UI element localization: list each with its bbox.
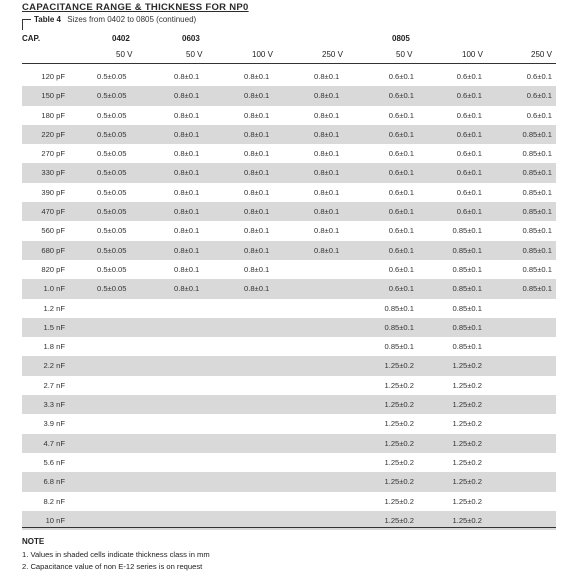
cell-0603-100v: 0.8±0.1 [244,284,270,294]
cell-0805-100v: 1.25±0.2 [452,419,482,429]
cell-0402-50v: 0.5±0.05 [97,264,127,274]
cell-0805-100v: 0.6±0.1 [456,168,482,178]
cell-0805-50v: 0.6±0.1 [388,187,414,197]
cell-0603-250v: 0.8±0.1 [314,245,340,255]
cell-0603-100v [244,318,304,337]
cell-0603-50v [174,376,234,395]
cap-value: 220 pF [41,129,65,139]
cap-value: 560 pF [41,226,65,236]
table-row [22,106,556,125]
header-0402-50v: 50 V [116,50,133,59]
table-row [22,299,556,318]
note-item: 1. Values in shaded cells indicate thickness class in mm [22,550,210,559]
cell-0805-50v: 1.25±0.2 [384,400,414,410]
cell-0805-100v: 0.6±0.1 [456,91,482,101]
cell-0805-100v: 0.6±0.1 [456,149,482,159]
cell-0805-250v: 0.85±0.1 [522,207,552,217]
cell-0603-100v: 0.8±0.1 [244,129,270,139]
cell-0603-100v [244,376,304,395]
cap-value: 820 pF [41,264,65,274]
table-row [22,260,556,279]
cell-0805-100v: 0.6±0.1 [456,207,482,217]
cell-0805-100v: 1.25±0.2 [452,515,482,525]
cell-0805-100v: 1.25±0.2 [452,457,482,467]
cell-0805-100v: 1.25±0.2 [452,380,482,390]
cell-0402-50v: 0.5±0.05 [97,110,127,120]
cell-0805-50v: 1.25±0.2 [384,419,414,429]
table-row [22,163,556,182]
cell-0603-100v: 0.8±0.1 [244,72,270,81]
header-size-0603: 0603 [182,34,200,43]
cell-0402-50v [97,434,157,453]
cell-0603-100v: 0.8±0.1 [244,226,270,236]
cell-0603-100v: 0.8±0.1 [244,245,270,255]
note-item: 2. Capacitance value of non E-12 series is on request [22,562,203,571]
cell-0805-250v [482,318,552,337]
cell-0805-100v: 1.25±0.2 [452,400,482,410]
cell-0603-50v: 0.8±0.1 [174,245,200,255]
cell-0603-250v: 0.8±0.1 [314,149,340,159]
cell-0603-50v [174,337,234,356]
cell-0805-50v: 0.6±0.1 [388,168,414,178]
header-0805-250v: 250 V [531,50,552,59]
cell-0603-100v [244,356,304,375]
cap-value: 1.5 nF [43,322,65,332]
cell-0402-50v [97,376,157,395]
cell-0805-50v: 1.25±0.2 [384,438,414,448]
cell-0402-50v [97,453,157,472]
cap-value: 10 nF [45,515,65,525]
cell-0603-50v: 0.8±0.1 [174,72,200,81]
cell-0603-50v: 0.8±0.1 [174,187,200,197]
cell-0603-50v: 0.8±0.1 [174,226,200,236]
cell-0603-50v: 0.8±0.1 [174,168,200,178]
cap-value: 3.9 nF [43,419,65,429]
cell-0805-250v [482,434,552,453]
cell-0603-50v: 0.8±0.1 [174,264,200,274]
cell-0603-50v: 0.8±0.1 [174,207,200,217]
cell-0603-100v [244,472,304,491]
table-bottom-rule [22,527,556,528]
table-row [22,376,556,395]
notes-block [22,537,210,574]
cell-0805-50v: 0.6±0.1 [388,264,414,274]
cell-0603-100v [244,299,304,318]
cell-0402-50v: 0.5±0.05 [97,187,127,197]
cell-0603-50v [174,395,234,414]
cell-0402-50v: 0.5±0.05 [97,129,127,139]
cell-0805-50v: 0.85±0.1 [384,322,414,332]
cell-0603-250v: 0.8±0.1 [314,207,340,217]
cell-0603-50v: 0.8±0.1 [174,149,200,159]
table-row [22,202,556,221]
table-row [22,356,556,375]
header-size-0805: 0805 [392,34,410,43]
table-caption-label: Table 4 [34,15,61,24]
cell-0603-50v: 0.8±0.1 [174,284,200,294]
cell-0805-100v: 0.85±0.1 [452,322,482,332]
cell-0603-100v: 0.8±0.1 [244,168,270,178]
cell-0805-100v: 0.6±0.1 [456,129,482,139]
cell-0805-250v: 0.85±0.1 [522,264,552,274]
cell-0805-250v: 0.85±0.1 [522,129,552,139]
table-caption-text: Sizes from 0402 to 0805 (continued) [67,15,197,24]
cell-0603-250v: 0.8±0.1 [314,72,340,81]
cell-0805-100v: 1.25±0.2 [452,438,482,448]
table-row [22,472,556,491]
cell-0805-50v: 1.25±0.2 [384,361,414,371]
cell-0603-50v: 0.8±0.1 [174,129,200,139]
cap-value: 1.0 nF [43,284,65,294]
cell-0603-50v [174,453,234,472]
table-row [22,279,556,298]
table-row [22,414,556,433]
cell-0805-250v: 0.6±0.1 [526,110,552,120]
cell-0805-100v: 0.85±0.1 [452,226,482,236]
cap-value: 1.8 nF [43,342,65,352]
cell-0603-250v: 0.8±0.1 [314,187,340,197]
cell-0805-50v: 1.25±0.2 [384,457,414,467]
notes-title: NOTE [22,537,45,546]
cell-0805-50v: 0.6±0.1 [388,226,414,236]
cap-value: 120 pF [41,72,65,81]
cell-0402-50v [97,472,157,491]
header-size-0402: 0402 [112,34,130,43]
cell-0805-100v: 0.6±0.1 [456,72,482,81]
table-row [22,241,556,260]
table-row [22,125,556,144]
cap-value: 4.7 nF [43,438,65,448]
cell-0603-100v: 0.8±0.1 [244,187,270,197]
cell-0805-250v [482,453,552,472]
table-row [22,453,556,472]
cell-0603-100v [244,337,304,356]
header-cap: CAP. [22,34,41,43]
cell-0805-250v: 0.85±0.1 [522,245,552,255]
cell-0603-250v: 0.8±0.1 [314,91,340,101]
cell-0805-100v: 0.6±0.1 [456,110,482,120]
cell-0805-250v: 0.85±0.1 [522,284,552,294]
cell-0402-50v [97,318,157,337]
cell-0603-50v: 0.8±0.1 [174,110,200,120]
header-0603-250v: 250 V [322,50,343,59]
table-caption [24,15,196,24]
cell-0805-50v: 0.85±0.1 [384,303,414,313]
cell-0805-50v: 1.25±0.2 [384,477,414,487]
cell-0402-50v: 0.5±0.05 [97,226,127,236]
table-row [22,183,556,202]
cell-0805-250v: 0.6±0.1 [526,91,552,101]
table-row [22,395,556,414]
cell-0402-50v [97,356,157,375]
cell-0603-250v: 0.8±0.1 [314,110,340,120]
cell-0603-100v: 0.8±0.1 [244,149,270,159]
cap-value: 6.8 nF [43,477,65,487]
table-row [22,318,556,337]
cell-0805-100v: 1.25±0.2 [452,496,482,506]
cell-0805-50v: 1.25±0.2 [384,496,414,506]
cell-0805-250v: 0.85±0.1 [522,226,552,236]
table-row [22,434,556,453]
cell-0402-50v [97,414,157,433]
cell-0805-100v: 0.85±0.1 [452,342,482,352]
cell-0805-250v [482,356,552,375]
table-row [22,86,556,105]
cell-0805-50v: 0.6±0.1 [388,245,414,255]
table-row [22,337,556,356]
cell-0805-50v: 0.6±0.1 [388,72,414,81]
table-row [22,144,556,163]
cap-value: 2.2 nF [43,361,65,371]
header-rule [22,63,556,64]
cell-0603-50v [174,414,234,433]
cell-0805-50v: 0.85±0.1 [384,342,414,352]
cell-0805-50v: 0.6±0.1 [388,110,414,120]
header-0603-100v: 100 V [252,50,273,59]
header-0805-100v: 100 V [462,50,483,59]
cell-0805-250v: 0.85±0.1 [522,149,552,159]
cell-0603-50v [174,434,234,453]
cell-0402-50v [97,337,157,356]
table-row [22,67,556,86]
cell-0805-250v [482,376,552,395]
cell-0402-50v [97,299,157,318]
cap-value: 270 pF [41,149,65,159]
cell-0603-100v: 0.8±0.1 [244,110,270,120]
cell-0805-250v [482,337,552,356]
cell-0603-100v [244,414,304,433]
cell-0603-250v: 0.8±0.1 [314,226,340,236]
cell-0603-250v: 0.8±0.1 [314,168,340,178]
cell-0603-100v: 0.8±0.1 [244,207,270,217]
cell-0805-100v: 1.25±0.2 [452,361,482,371]
cell-0805-250v [482,395,552,414]
header-0603-50v: 50 V [186,50,203,59]
cell-0603-100v [244,395,304,414]
cell-0402-50v: 0.5±0.05 [97,168,127,178]
cell-0603-50v: 0.8±0.1 [174,91,200,101]
cell-0805-250v [482,472,552,491]
cap-value: 680 pF [41,245,65,255]
cell-0805-50v: 0.6±0.1 [388,207,414,217]
cell-0402-50v [97,492,157,511]
cell-0603-250v: 0.8±0.1 [314,129,340,139]
cell-0402-50v: 0.5±0.05 [97,207,127,217]
cell-0603-50v [174,472,234,491]
cell-0805-250v [482,492,552,511]
cell-0402-50v: 0.5±0.05 [97,72,127,81]
page-title: CAPACITANCE RANGE & THICKNESS FOR NP0 [22,2,249,13]
cell-0805-250v: 0.6±0.1 [526,72,552,81]
cell-0603-50v [174,318,234,337]
cap-value: 1.2 nF [43,303,65,313]
cap-value: 150 pF [41,91,65,101]
cell-0805-250v [482,414,552,433]
cell-0805-250v: 0.85±0.1 [522,168,552,178]
cell-0805-50v: 0.6±0.1 [388,284,414,294]
cap-value: 390 pF [41,187,65,197]
cap-value: 5.6 nF [43,457,65,467]
cell-0603-100v [244,434,304,453]
thickness-table [22,67,556,530]
cell-0603-50v [174,492,234,511]
cell-0805-100v: 0.85±0.1 [452,303,482,313]
cell-0603-100v: 0.8±0.1 [244,264,270,274]
cell-0603-50v [174,356,234,375]
cell-0805-50v: 0.6±0.1 [388,91,414,101]
cell-0805-50v: 1.25±0.2 [384,515,414,525]
cell-0402-50v: 0.5±0.05 [97,245,127,255]
cell-0402-50v: 0.5±0.05 [97,149,127,159]
cell-0805-50v: 0.6±0.1 [388,129,414,139]
cell-0805-100v: 0.85±0.1 [452,264,482,274]
cell-0805-250v: 0.85±0.1 [522,187,552,197]
cell-0805-50v: 1.25±0.2 [384,380,414,390]
cap-value: 330 pF [41,168,65,178]
cell-0402-50v: 0.5±0.05 [97,91,127,101]
cell-0603-100v [244,492,304,511]
table-row [22,492,556,511]
cap-value: 3.3 nF [43,400,65,410]
cell-0805-100v: 1.25±0.2 [452,477,482,487]
cell-0805-100v: 0.85±0.1 [452,284,482,294]
cell-0603-100v [244,453,304,472]
cell-0402-50v: 0.5±0.05 [97,284,127,294]
cap-value: 180 pF [41,110,65,120]
cell-0603-100v: 0.8±0.1 [244,91,270,101]
cell-0805-100v: 0.85±0.1 [452,245,482,255]
header-0805-50v: 50 V [396,50,413,59]
cell-0603-50v [174,299,234,318]
cap-value: 470 pF [41,207,65,217]
cap-value: 2.7 nF [43,380,65,390]
cell-0402-50v [97,395,157,414]
cap-value: 8.2 nF [43,496,65,506]
cell-0805-50v: 0.6±0.1 [388,149,414,159]
cell-0805-250v [482,299,552,318]
cell-0805-100v: 0.6±0.1 [456,187,482,197]
table-row [22,221,556,240]
